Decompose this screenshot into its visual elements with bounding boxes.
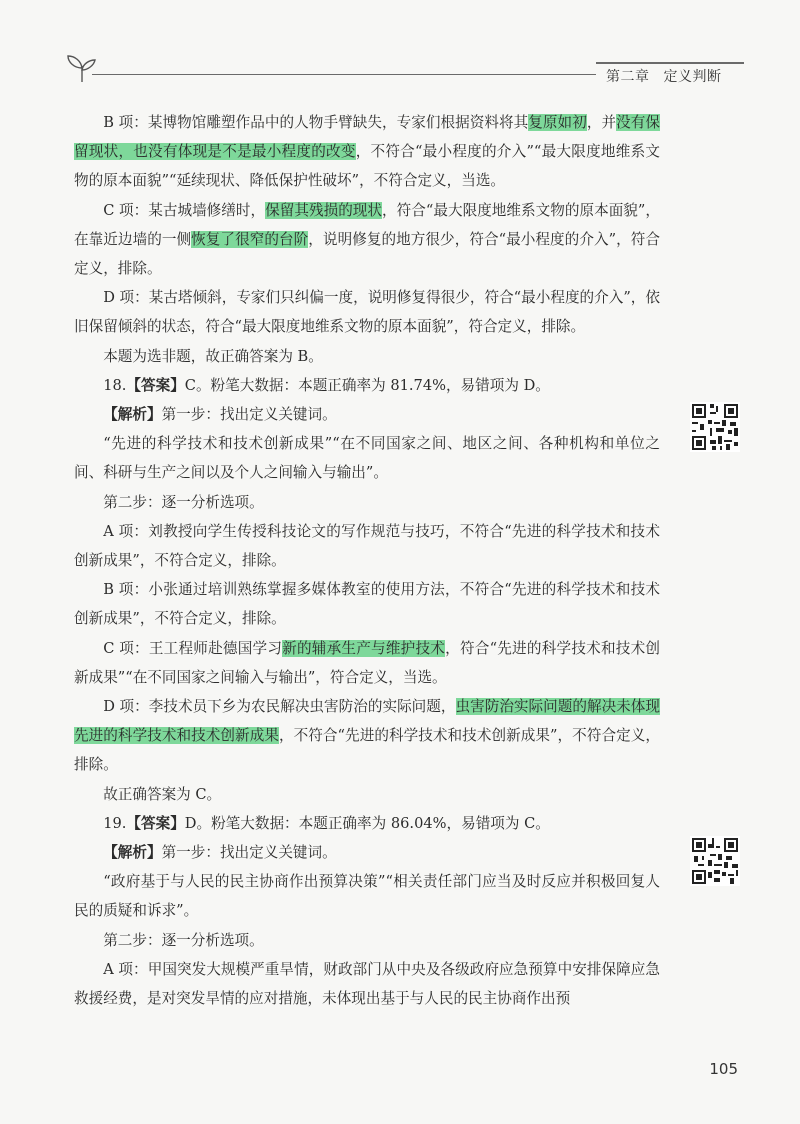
- q18-answer: 18.【答案】C。粉笔大数据：本题正确率为 81.74%，易错项为 D。: [103, 376, 550, 394]
- q17-conclusion: 本题为选非题，故正确答案为 B。: [103, 347, 323, 365]
- highlight: 新的辅承生产与维护技术: [282, 639, 446, 657]
- analysis-label: 【解析】: [103, 844, 162, 862]
- q19-step2: 第二步：逐一分析选项。: [103, 931, 264, 949]
- q17-option-d: D 项：某古塔倾斜，专家们只纠偏一度，说明修复得很少，符合“最小程度的介入”，依旧保留倾斜的状态，符合“最大限度地维系文物的原本面貌”，符合定义，排除。: [74, 289, 660, 336]
- analysis-label: 【解析】: [103, 406, 162, 424]
- q19-keywords: “政府基于与人民的民主协商作出预算决策”“相关责任部门应当及时反应并积极回复人民的质疑和诉求”。: [74, 873, 660, 920]
- q18-conclusion: 故正确答案为 C。: [103, 785, 222, 803]
- qr-code-icon[interactable]: [690, 836, 740, 886]
- q17-option-b: B 项：某博物馆雕塑作品中的人物手臂缺失，专家们根据资料将其复原如初，并没有保留现状，也没有体现是不是最小程度的改变，不符合“最小程度的介入”“最大限度地维系文物的原本面貌”“延续现状、降低保护性破坏”，不符合定义，当选。: [74, 114, 660, 190]
- page-number: 105: [709, 1060, 738, 1078]
- highlight: 复原如初: [528, 114, 587, 131]
- highlight: 没有保留现状，也没有体现是不是最小程度的改变: [74, 114, 660, 161]
- q18-option-d: D 项：李技术员下乡为农民解决虫害防治的实际问题，虫害防治实际问题的解决未体现先进的科学技术和技术创新成果，不符合“先进的科学技术和技术创新成果”，不符合定义，排除。: [74, 698, 660, 774]
- highlight: 虫害防治实际问题的解决未体现先进的科学技术和技术创新成果: [74, 698, 660, 745]
- highlight: 保留其残损的现状: [265, 201, 383, 219]
- qr-code-icon[interactable]: [690, 402, 740, 452]
- q18-step2: 第二步：逐一分析选项。: [103, 493, 264, 511]
- sprout-icon: [62, 50, 102, 84]
- q19-answer: 19.【答案】D。粉笔大数据：本题正确率为 86.04%，易错项为 C。: [103, 814, 550, 832]
- chapter-number: 第二章: [606, 69, 650, 85]
- q18-analysis: 【解析】第一步：找出定义关键词。: [103, 406, 337, 424]
- q19-option-a: A 项：甲国突发大规模严重旱情，财政部门从中央及各级政府应急预算中安排保障应急救援经费，是对突发旱情的应对措施，未体现出基于与人民的民主协商作出预: [74, 960, 660, 1008]
- page-content: [74, 108, 660, 1013]
- q18-keywords: “先进的科学技术和技术创新成果”“在不同国家之间、地区之间、各种机构和单位之间、科研与生产之间以及个人之间输入与输出”。: [74, 435, 660, 482]
- highlight: 恢复了很窄的台阶: [191, 230, 309, 248]
- answer-label: 【答案】: [126, 376, 185, 394]
- header-rule: [92, 74, 596, 75]
- answer-label: 【答案】: [126, 814, 185, 832]
- chapter-title: 定义判断: [663, 69, 722, 85]
- q18-option-a: A 项：刘教授向学生传授科技论文的写作规范与技巧，不符合“先进的科学技术和技术创新成果”，不符合定义，排除。: [74, 522, 660, 570]
- q18-option-c: C 项：王工程师赴德国学习新的辅承生产与维护技术，符合“先进的科学技术和技术创新成果”“在不同国家之间输入与输出”，符合定义，当选。: [74, 639, 660, 686]
- q18-option-b: B 项：小张通过培训熟练掌握多媒体教室的使用方法，不符合“先进的科学技术和技术创新成果”，不符合定义，排除。: [74, 581, 660, 628]
- chapter-header: [596, 62, 744, 88]
- q19-analysis: 【解析】第一步：找出定义关键词。: [103, 844, 337, 862]
- q17-option-c: C 项：某古城墙修缮时，保留其残损的现状，符合“最大限度地维系文物的原本面貌”，在靠近边墙的一侧恢复了很窄的台阶，说明修复的地方很少，符合“最小程度的介入”，符合定义，排除。: [74, 201, 660, 278]
